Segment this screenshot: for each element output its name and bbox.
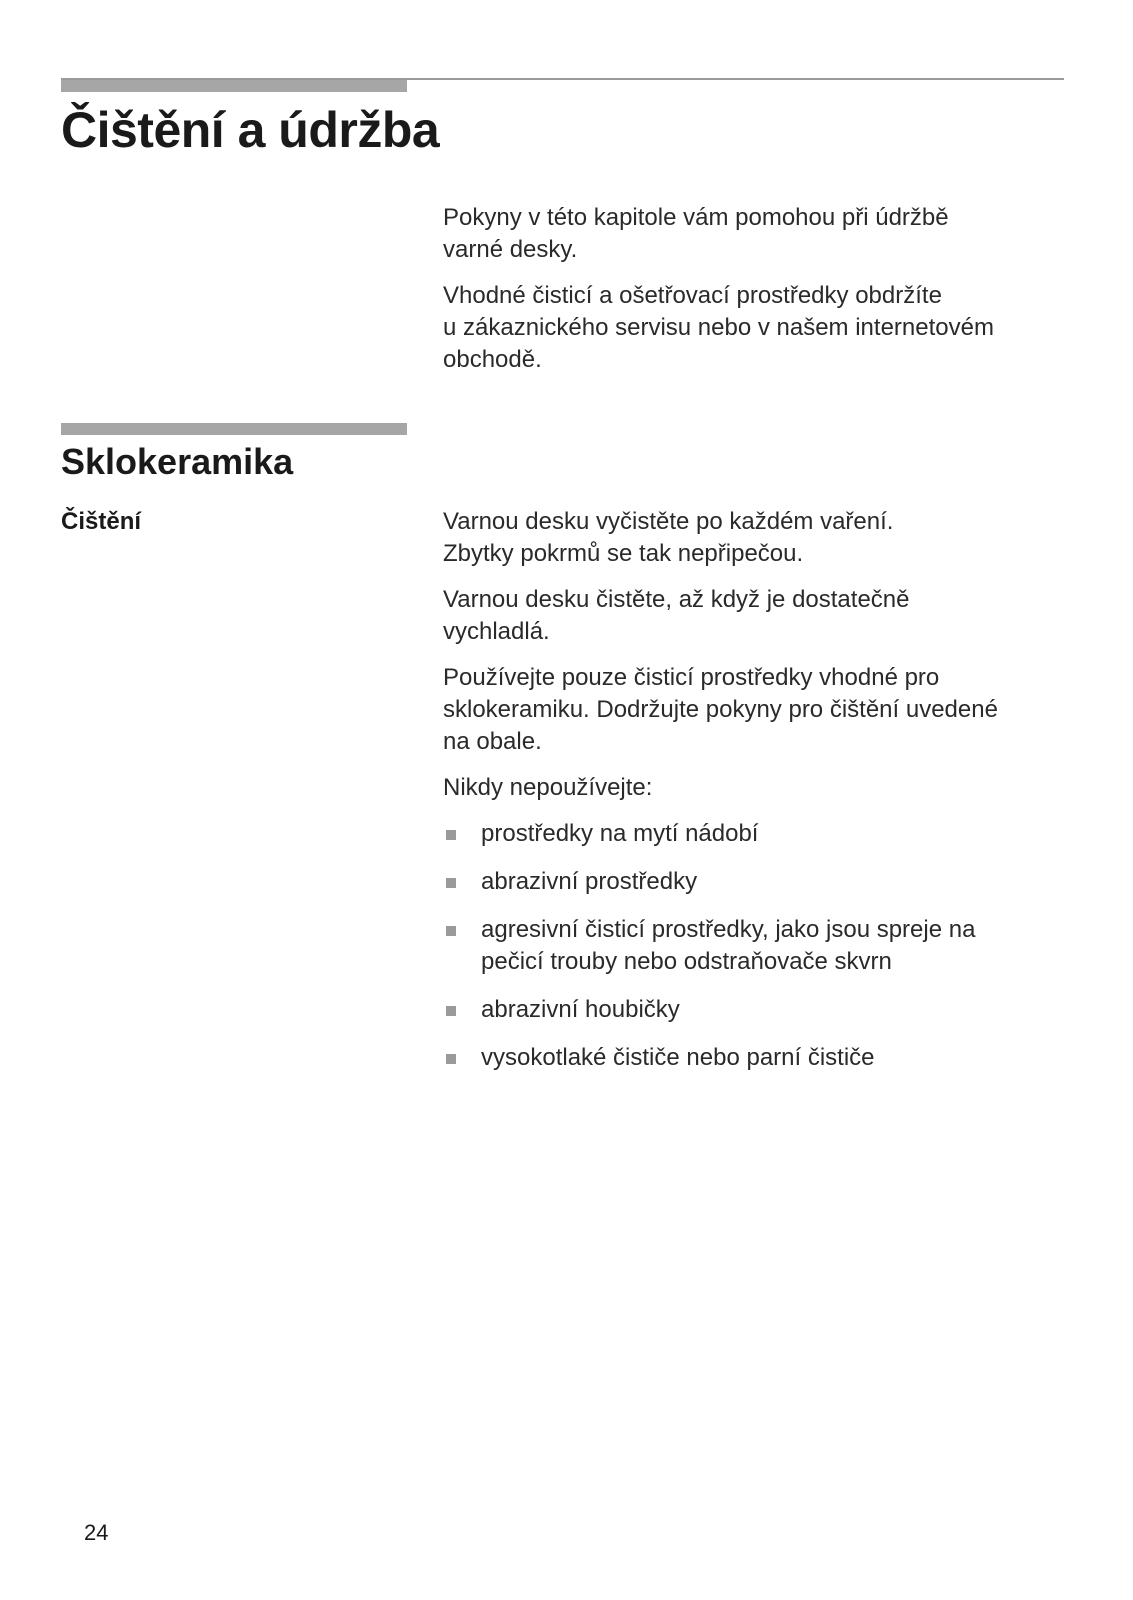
list-item-text: abrazivní prostředky (481, 868, 698, 895)
square-bullet-icon (446, 878, 456, 888)
section-title: Sklokeramika (61, 441, 294, 482)
prohibited-list (443, 818, 1093, 1074)
square-bullet-icon (446, 926, 456, 936)
cleaning-paragraph: Nikdy nepoužívejte: (443, 774, 653, 801)
square-bullet-icon (446, 1054, 456, 1064)
cleaning-paragraph: Varnou desku čistěte, až když je dostatečně vychladlá. (443, 586, 910, 645)
cleaning-paragraph: Varnou desku vyčistěte po každém vaření. Zbytky pokrmů se tak nepřipečou. (443, 508, 894, 567)
list-item-text: prostředky na mytí nádobí (481, 820, 759, 847)
section-rule (61, 423, 407, 435)
title-rule (61, 80, 407, 92)
intro-paragraph: Vhodné čisticí a ošetřovací prostředky obdržíte u zákaznického servisu nebo v našem internetovém obchodě. (443, 282, 994, 373)
list-item (443, 1042, 1093, 1074)
cleaning-text (443, 506, 1093, 1090)
list-item-text: agresivní čisticí prostředky, jako jsou spreje na pečicí trouby nebo odstraňovače skvrn (481, 916, 976, 975)
subsection-title: Čištění (61, 508, 142, 535)
intro-text (443, 202, 1083, 390)
list-item (443, 994, 1093, 1026)
list-item-text: vysokotlaké čističe nebo parní čističe (481, 1044, 875, 1071)
list-item (443, 914, 1093, 978)
square-bullet-icon (446, 1006, 456, 1016)
intro-paragraph: Pokyny v této kapitole vám pomohou při údržbě varné desky. (443, 204, 949, 263)
page-title: Čištění a údržba (61, 102, 440, 158)
list-item (443, 866, 1093, 898)
cleaning-paragraph: Používejte pouze čisticí prostředky vhodné pro sklokeramiku. Dodržujte pokyny pro čištění uvedené na obale. (443, 664, 998, 755)
list-item (443, 818, 1093, 850)
square-bullet-icon (446, 830, 456, 840)
list-item-text: abrazivní houbičky (481, 996, 680, 1023)
page-number: 24 (84, 1520, 109, 1545)
